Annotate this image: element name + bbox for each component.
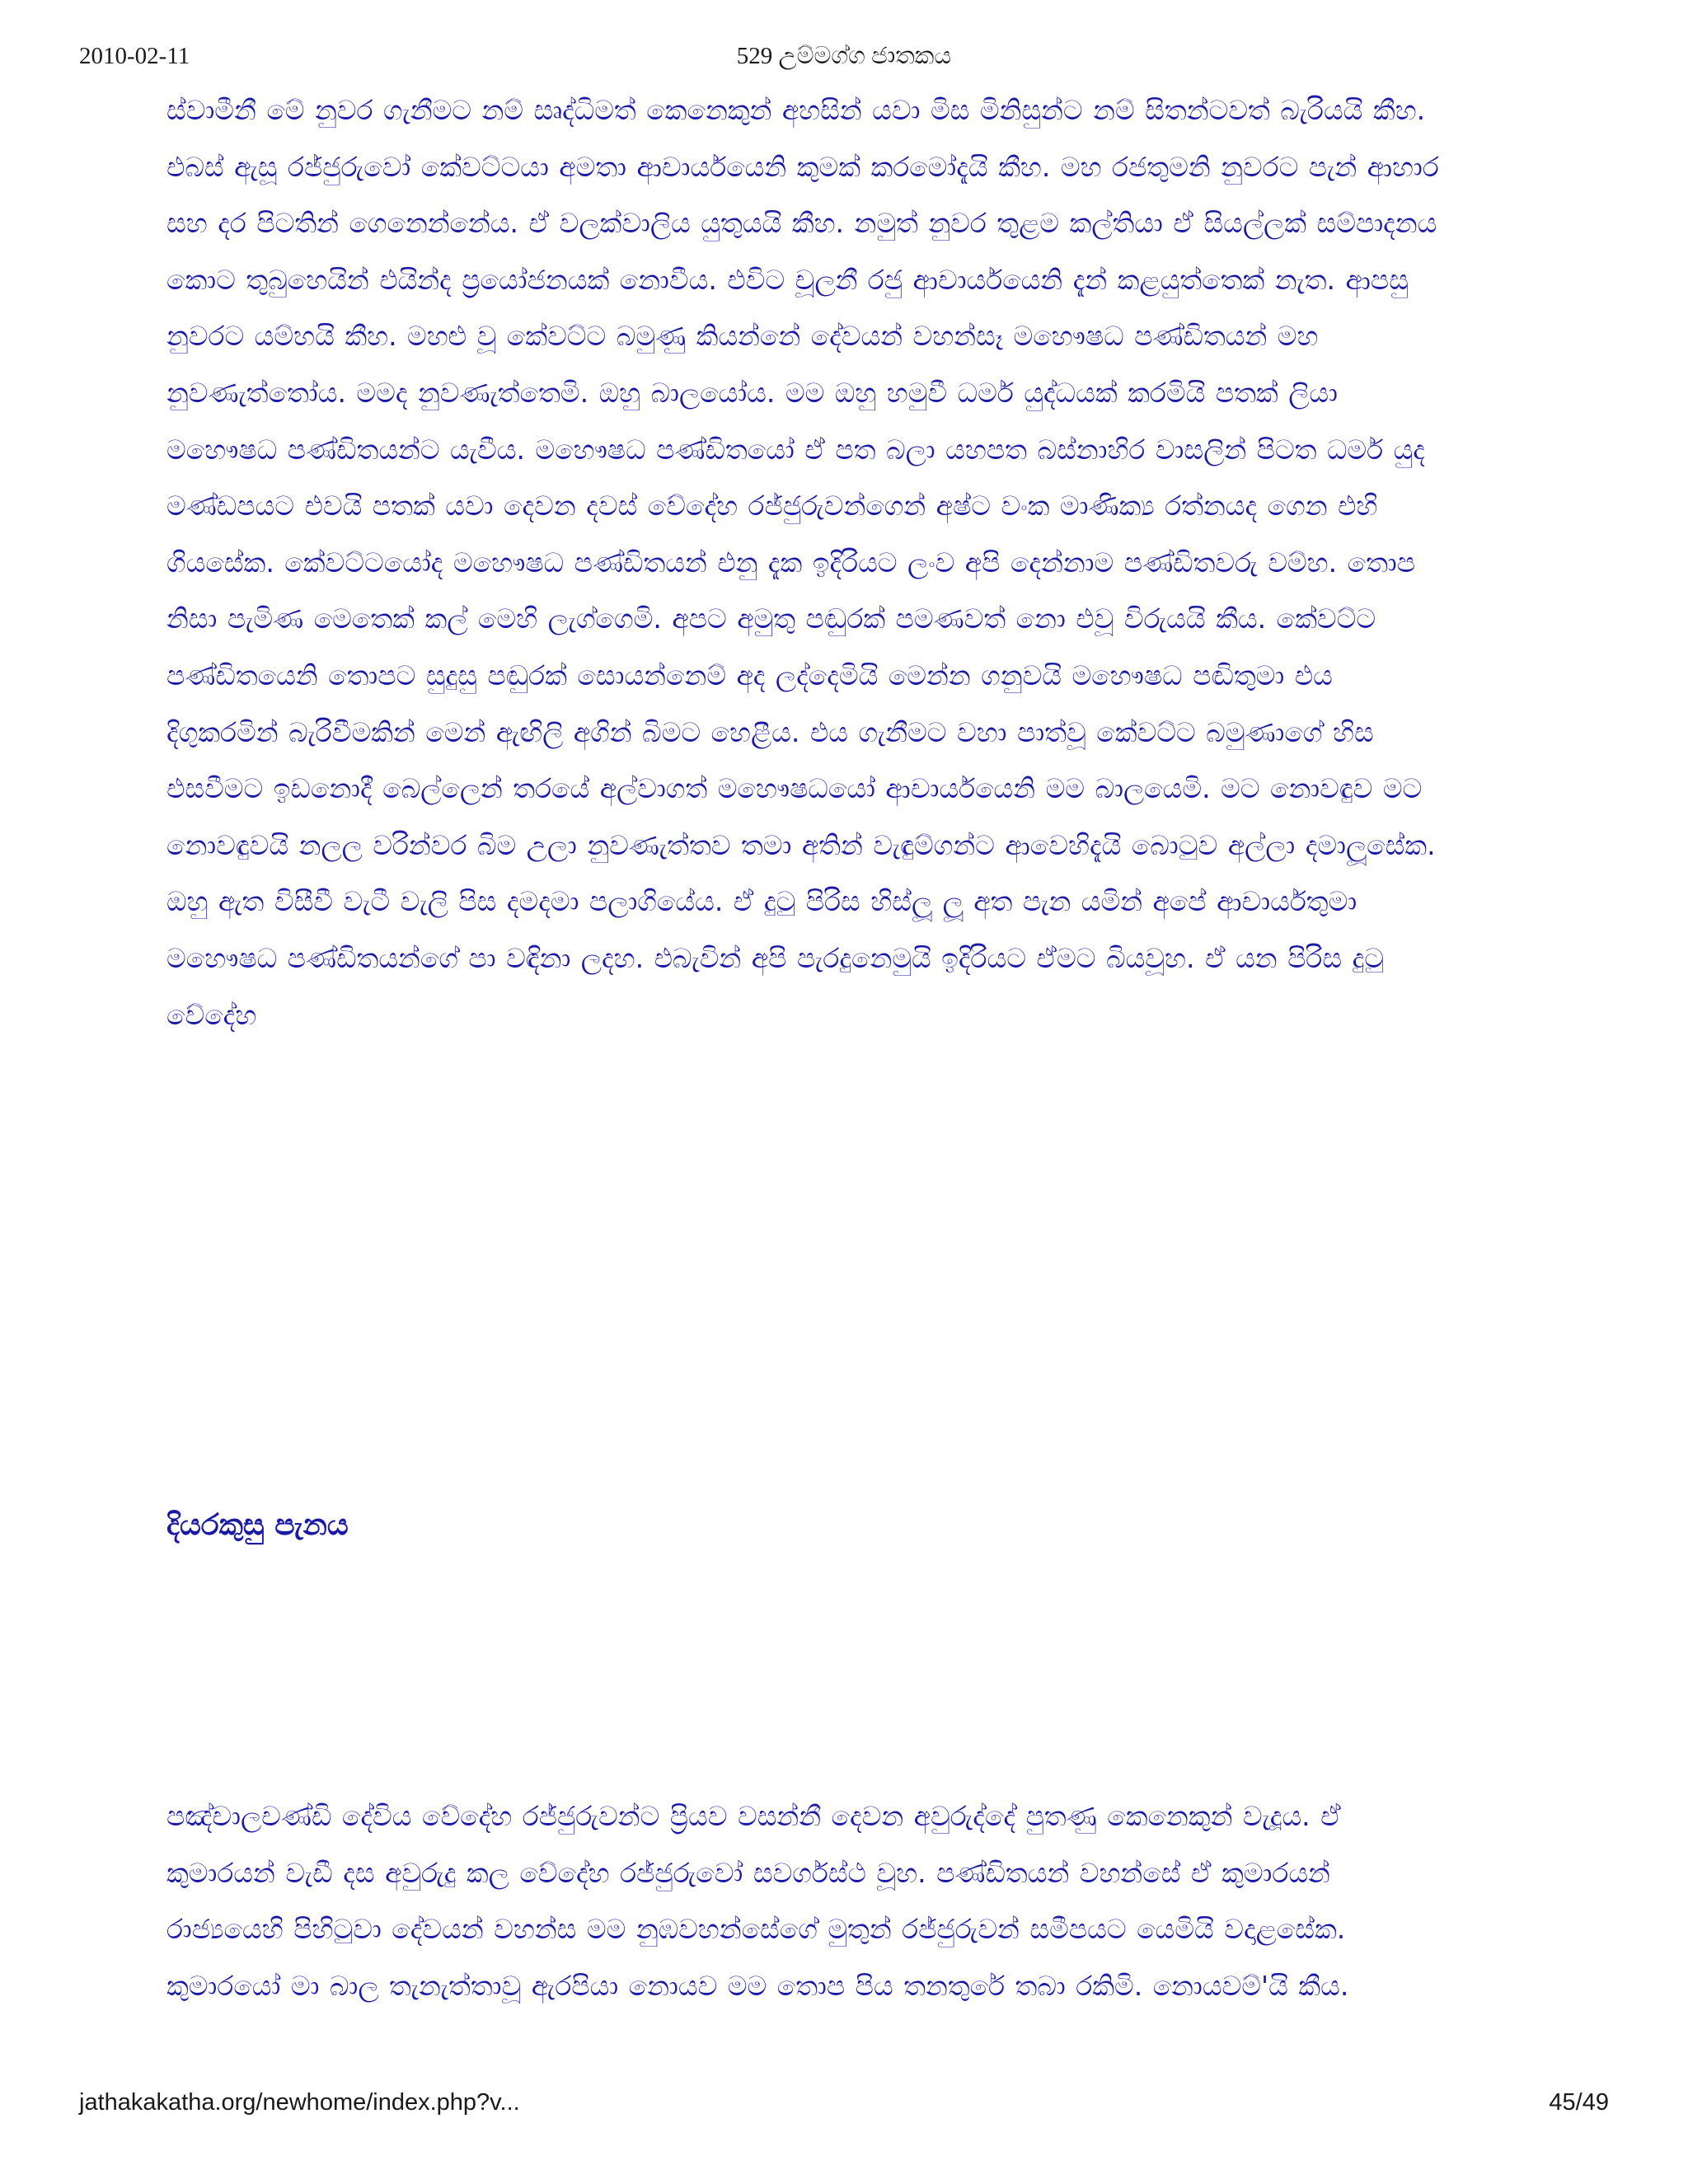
story-paragraph: පඤ්චාලචණ්ඩි දේවිය වේදේහ රජ්ජුරුවන්ට ප්‍රියව වසන්නී දෙවන අවුරුද්දේ පුතණු කෙනෙකුන් වැදූය. ඒ කුමාරයන් වැඩී දස අවුරුදු කල වේදේහ රජ්ජුරුවෝ සවර්ගස්ථ වූහ. පණ්ඩිතයන් වහන්සේ ඒ කුමාරයන් රාජ්‍යයෙහි පිහිටුවා දේවයන් වහන්ස මම නුඹවහන්සේගේ මුතුන් රජ්ජුරුවන් සමීපයට යෙමියි වදාළසේක. කුමාරයෝ මා බාල තැනැත්තාවූ ඇරපියා නොයව මම තොප පිය තනතුරේ තබා රකිමි. නොයවම්'යි කීය. bbox=[166, 1800, 1349, 2002]
print-date: 2010-02-11 bbox=[79, 43, 190, 69]
page-title: 529 උම්මග්ග ජාතකය bbox=[736, 43, 952, 69]
section-heading: දියරකුසු පැනය bbox=[166, 1508, 349, 1542]
print-footer bbox=[79, 2089, 1609, 2122]
page-number: 45/49 bbox=[1549, 2089, 1609, 2116]
story-paragraph: ස්වාමීනී මේ නුවර ගැනීමට නම් සෘද්ධිමත් කෙනෙකුන් අහසින් යවා මිස මිනිසුන්ට නම් සිතන්ටවත් බැරියයි කීහ. එබස් ඇසූ රජ්ජුරුවෝ කේවට්ටයා අමතා ආචාර්යයෙනි කුමක් කරමෝදැයි කීහ. මහ රජතුමනි නුවරට පැන් ආහාර සහ දර පිටතින් ගෙනෙන්නේය. ඒ වලක්වාලිය යුතුයයි කීහ. නමුත් නුවර තුළම කල්තියා ඒ සියල්ලක් සම්පාදනය කොට තුබුහෙයින් එයින්ද ප්‍රයෝජනයක් නොවීය. එවිට චූලනී රජු ආචාර්යයෙනි දැන් කළයුත්තෙක් නැත. ආපසු නුවරට යම්හයි කීහ. මහළු වූ කේවට්ට බමුණු කියන්නේ දේවයන් වහන්සෑ මහෞෂධ පණ්ඩිතයන් මහ නුවණැත්තෝය. මමද නුවණැත්තෙමි. ඔහු බාලයෝය. මම ඔහු හමුවී ධර්ම යුද්ධයක් කරමියි පතක් ලියා මහෞෂධ පණ්ඩිතයන්ට යැවීය. මහෞෂධ පණ්ඩිතයෝ ඒ පත බලා යහපත බස්නාහිර වාසලින් පිටත ධර්ම යුද මණ්ඩපයට එවයි පතක් යවා දෙවන දවස් වේදේහ රජ්ජුරුවන්ගෙන් අෂ්ට වංක මාණික්‍ය රත්නයද ගෙන එහි ගියසේක. කේවට්ටයෝද මහෞෂධ පණ්ඩිතයන් එනු දැක ඉදිරියට ලංව අපි දෙන්නාම පණ්ඩිතවරු වම්හ. තොප නිසා පැමිණ මෙතෙක් කල් මෙහි ලැග්ගෙමි. අපට අමුතු පඬුරක් පමණවත් නො එවූ විරුයයි කීය. කේවට්ට පණ්ඩිතයෙනි තොපට සුදුසු පඬුරක් සොයන්නෙම් අද ලද්දෙමියි මෙන්න ගනුවයි මහෞෂධ පඬිතුමා එය දිගුකරමින් බැරිවීමකින් මෙන් ඇඟිලි අගින් බිමට හෙළීය. එය ගැනීමට වහා පාත්වූ කේවට්ට බමුණාගේ හිස එසවීමට ඉඩනොදී බෙල්ලෙන් තරයේ අල්වාගත් මහෞෂධයෝ ආචාර්යයෙනි මම බාලයෙමි. මට නොවඳුව මට නොවඳුවයි නලල වරින්වර බිම උලා නුවණැත්තව තමා අතින් වැඳුම්ගන්ට ආවෙහිදැයි බොටුව අල්ලා දමාලූසේක. ඔහු ඇත විසීවී වැටී වැලි පිස දමදමා පලාගියේය. ඒ දුටු පිරිස හිස්ලූ ලූ අත පැන යමින් අපේ ආචාර්යතුමා මහෞෂධ පණ්ඩිතයන්ගේ පා වඳිනා ලදහ. එබැවින් අපි පැරදුනෙමුයි ඉදිරියට ඒමට බියවූහ. ඒ යන පිරිස දුටු වේදේහ bbox=[166, 94, 1439, 1031]
page-url: jathakakatha.org/newhome/index.php?v... bbox=[79, 2089, 520, 2116]
print-header bbox=[79, 43, 1609, 76]
